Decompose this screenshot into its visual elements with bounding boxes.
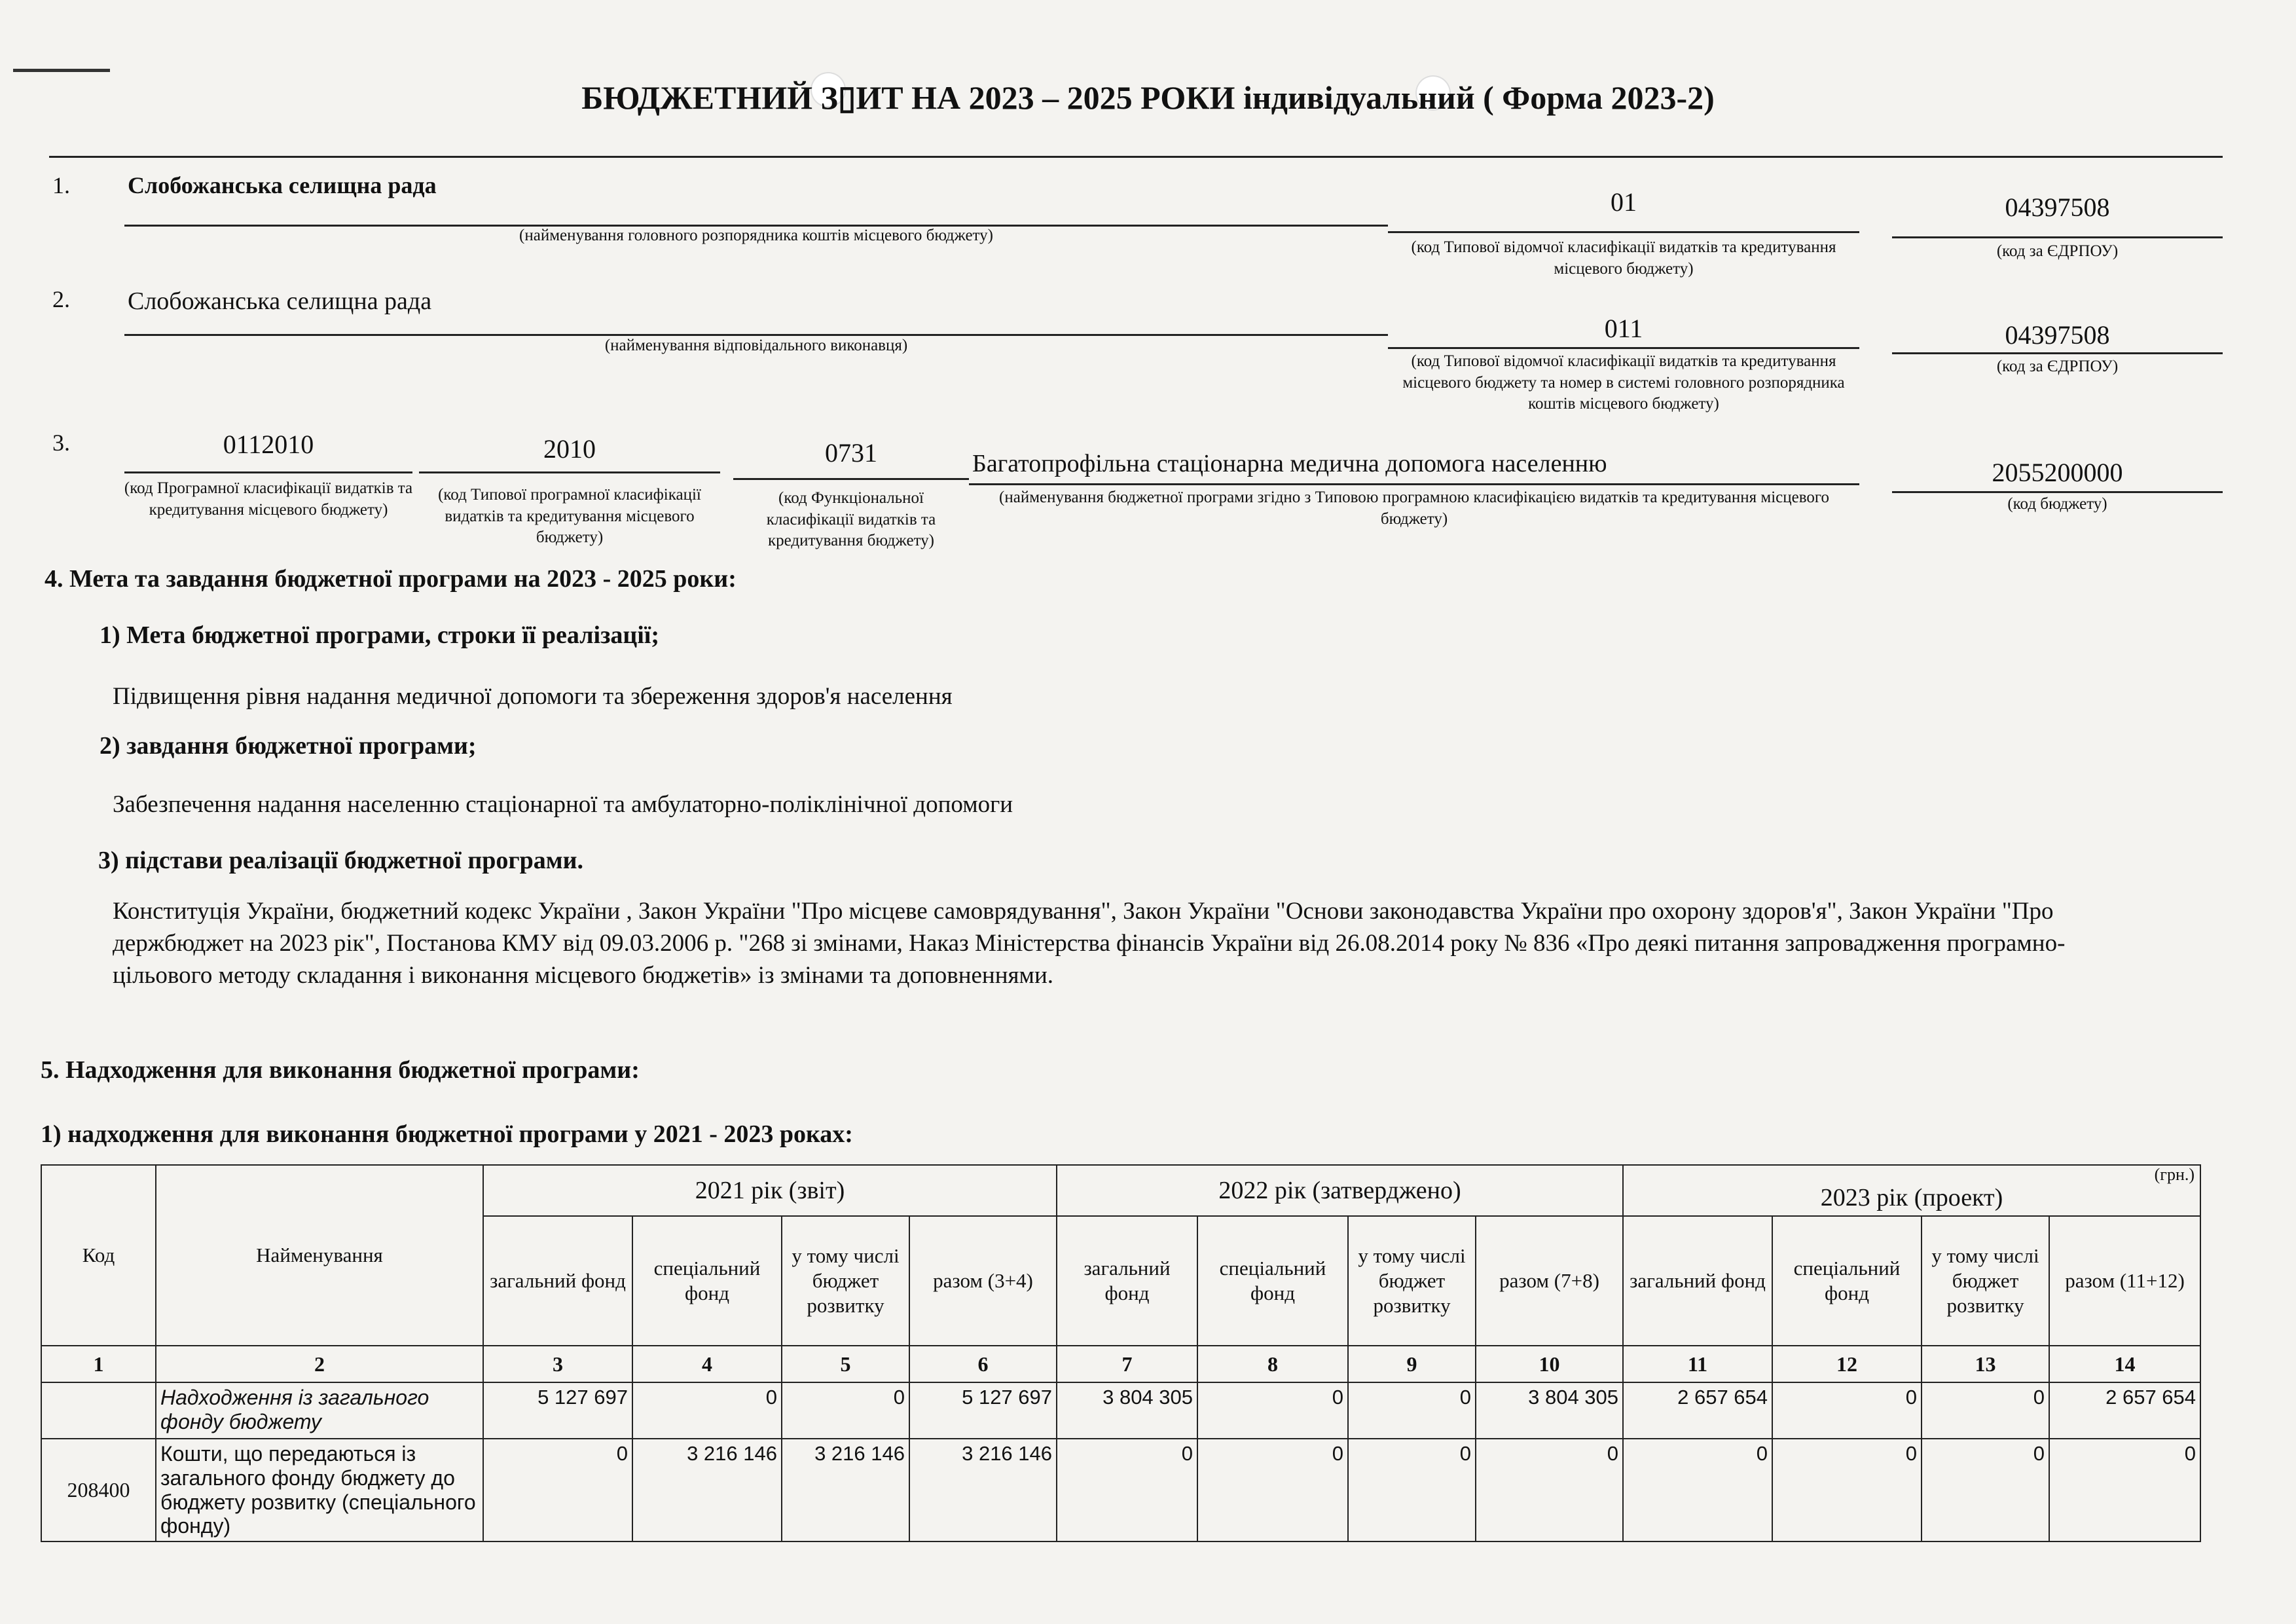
revenue-table (41, 1164, 2201, 1542)
edrpou-code: 04397508 (2005, 320, 2110, 350)
cell-value: 0 (782, 1382, 909, 1439)
scan-mark (13, 69, 110, 72)
cell-value: 0 (1197, 1439, 1348, 1541)
typical-program-code: 2010 (543, 434, 596, 464)
program-name: Багатопрофільна стаціонарна медична допомога населенню (972, 450, 1607, 477)
cell-value: 3 804 305 (1057, 1382, 1197, 1439)
caption: (код бюджету) (2007, 495, 2107, 513)
cell-value: 3 216 146 (782, 1439, 909, 1541)
caption: (код Типової програмної класифікації видатків та кредитування місцевого бюджету) (438, 486, 701, 546)
basis-heading: 3) підстави реалізації бюджетної програми. (98, 847, 584, 874)
col-index: 5 (782, 1346, 909, 1382)
col-index: 1 (41, 1346, 156, 1382)
year-2022-header: 2022 рік (затверджено) (1057, 1165, 1623, 1216)
cell-value: 0 (1057, 1439, 1197, 1541)
cell-value: 0 (1348, 1439, 1476, 1541)
col-total: разом (3+4) (909, 1216, 1057, 1346)
col-index: 11 (1623, 1346, 1772, 1382)
cell-value: 0 (1922, 1382, 2049, 1439)
cell-value: 0 (1772, 1382, 1922, 1439)
row-code: 208400 (41, 1439, 156, 1541)
col-special: спеціальний фонд (1772, 1216, 1922, 1346)
row-number: 1. (52, 172, 70, 198)
page-title: БЮДЖЕТНИЙ З▯ИТ НА 2023 – 2025 РОКИ індивідуальний ( Форма 2023-2) (581, 79, 1715, 116)
col-dev: у тому числі бюджет розвитку (1348, 1216, 1476, 1346)
col-index: 10 (1476, 1346, 1623, 1382)
tvk-code: 01 (1611, 187, 1637, 217)
executor-name: Слобожанська селищна рада (128, 287, 432, 315)
cell-value: 0 (483, 1439, 632, 1541)
year-2023-header: (грн.) 2023 рік (проект) (1623, 1165, 2200, 1216)
caption: (код за ЄДРПОУ) (1996, 358, 2119, 375)
col-special: спеціальний фонд (1197, 1216, 1348, 1346)
cell-value: 0 (1922, 1439, 2049, 1541)
main-manager-name: Слобожанська селищна рада (128, 172, 437, 198)
unit-label: (грн.) (2154, 1165, 2195, 1184)
section-5-heading: 5. Надходження для виконання бюджетної програми: (41, 1056, 640, 1084)
caption: (код за ЄДРПОУ) (1996, 242, 2119, 260)
col-general: загальний фонд (483, 1216, 632, 1346)
col-general: загальний фонд (1623, 1216, 1772, 1346)
caption: (код Функціональної класифікації видатків та кредитування бюджету) (766, 489, 936, 549)
cell-value: 3 216 146 (909, 1439, 1057, 1541)
col-index: 8 (1197, 1346, 1348, 1382)
caption: (код Програмної класифікації видатків та кредитування місцевого бюджету) (124, 479, 413, 519)
basis-text: Конституція України, бюджетний кодекс України , Закон України "Про місцеве самоврядування", Закон України "Основи законодавства України про охорону здоров'я", Закон України "Про держбюджет на 2023 рік", Постанова КМУ від 09.03.2006 р. "268 зі змінами, Наказ Міністерства фінансів України від 26.08.2014 року № 836 «Про деякі питання запровадження програмно-цільового методу складання і виконання місцевого бюджетів» із змінами та доповненнями. (113, 898, 2066, 989)
col-dev: у тому числі бюджет розвитку (1922, 1216, 2049, 1346)
caption: (код Типової відомчої класифікації видатків та кредитування місцевого бюджету) (1411, 238, 1836, 278)
cell-value: 5 127 697 (483, 1382, 632, 1439)
cell-value: 0 (2049, 1439, 2200, 1541)
cell-value: 3 216 146 (632, 1439, 782, 1541)
row-code (41, 1382, 156, 1439)
cell-value: 0 (1476, 1439, 1623, 1541)
col-index: 14 (2049, 1346, 2200, 1382)
cell-value: 2 657 654 (2049, 1382, 2200, 1439)
section-5-subheading: 1) надходження для виконання бюджетної програми у 2021 - 2023 роках: (41, 1120, 853, 1148)
functional-code: 0731 (825, 438, 877, 468)
table-row (41, 1382, 2200, 1439)
cell-value: 0 (632, 1382, 782, 1439)
row-name: Надходження із загального фонду бюджету (156, 1382, 483, 1439)
cell-value: 3 804 305 (1476, 1382, 1623, 1439)
year-2021-header: 2021 рік (звіт) (483, 1165, 1057, 1216)
cell-value: 5 127 697 (909, 1382, 1057, 1439)
goal-text: Підвищення рівня надання медичної допомоги та збереження здоров'я населення (113, 683, 953, 710)
col-total: разом (11+12) (2049, 1216, 2200, 1346)
col-index: 13 (1922, 1346, 2049, 1382)
col-index: 12 (1772, 1346, 1922, 1382)
col-special: спеціальний фонд (632, 1216, 782, 1346)
cell-value: 0 (1197, 1382, 1348, 1439)
caption: (найменування відповідального виконавця) (604, 337, 908, 354)
row-number: 2. (52, 286, 70, 312)
caption: (найменування бюджетної програми згідно з Типовою програмною класифікацією видатків та кредитування місцевого бюджету) (999, 489, 1829, 528)
cell-value: 0 (1348, 1382, 1476, 1439)
row-name: Кошти, що передаються із загального фонду бюджету до бюджету розвитку (спеціального фонду) (156, 1439, 483, 1541)
caption: (найменування головного розпорядника коштів місцевого бюджету) (519, 227, 993, 244)
col-dev: у тому числі бюджет розвитку (782, 1216, 909, 1346)
col-index: 7 (1057, 1346, 1197, 1382)
col-code-header: Код (41, 1165, 156, 1346)
col-name-header: Найменування (156, 1165, 483, 1346)
goal-heading: 1) Мета бюджетної програми, строки її реалізації; (100, 621, 660, 649)
program-class-code: 0112010 (223, 430, 314, 459)
cell-value: 0 (1772, 1439, 1922, 1541)
row-number: 3. (52, 430, 70, 456)
section-4-heading: 4. Мета та завдання бюджетної програми на 2023 - 2025 роки: (45, 565, 737, 593)
cell-value: 0 (1623, 1439, 1772, 1541)
col-index: 9 (1348, 1346, 1476, 1382)
col-index: 2 (156, 1346, 483, 1382)
tasks-text: Забезпечення надання населенню стаціонарної та амбулаторно-поліклінічної допомоги (113, 791, 1013, 818)
edrpou-code: 04397508 (2005, 193, 2110, 222)
cell-value: 2 657 654 (1623, 1382, 1772, 1439)
col-index: 4 (632, 1346, 782, 1382)
col-general: загальний фонд (1057, 1216, 1197, 1346)
col-total: разом (7+8) (1476, 1216, 1623, 1346)
col-index: 3 (483, 1346, 632, 1382)
tasks-heading: 2) завдання бюджетної програми; (100, 732, 477, 760)
table-row (41, 1439, 2200, 1541)
caption: (код Типової відомчої класифікації видатків та кредитування місцевого бюджету та номер в системі головного розпорядника коштів місцевого бюджету) (1402, 352, 1845, 413)
col-index: 6 (909, 1346, 1057, 1382)
title-rule (49, 156, 2223, 158)
budget-code: 2055200000 (1992, 458, 2123, 487)
tvk-code: 011 (1604, 314, 1643, 343)
